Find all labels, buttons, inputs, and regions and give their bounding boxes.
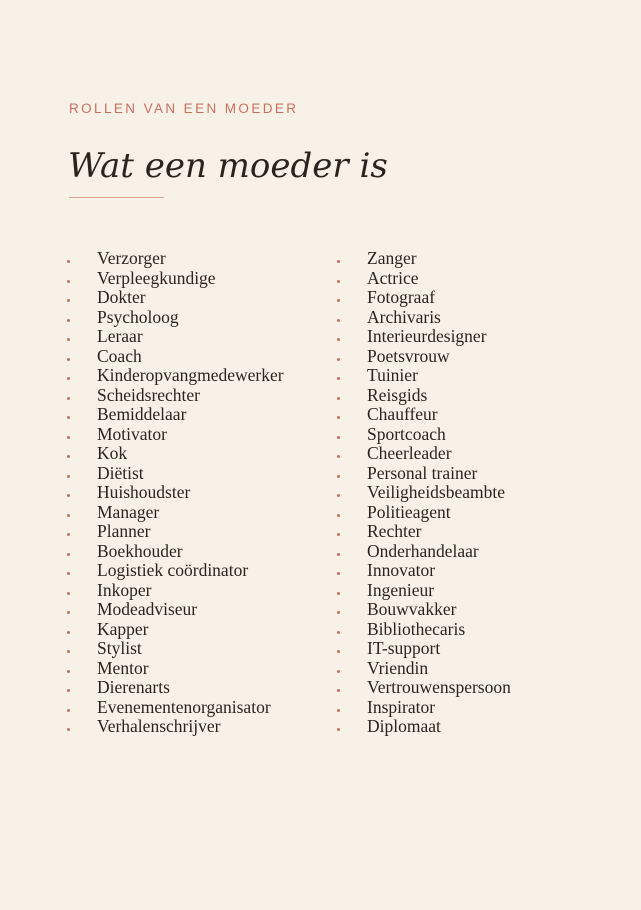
list-item — [64, 659, 284, 679]
bullet-dot-icon — [337, 514, 340, 517]
list-item — [334, 581, 511, 601]
bullet-dot-icon — [337, 572, 340, 575]
list-item — [334, 249, 511, 269]
bullet-dot-icon — [67, 572, 70, 575]
list-item — [334, 269, 511, 289]
list-item — [334, 483, 511, 503]
role-label: Bemiddelaar — [97, 404, 187, 424]
role-label: Tuinier — [367, 365, 418, 385]
bullet-dot-icon — [67, 670, 70, 673]
role-label: Boekhouder — [97, 540, 183, 561]
bullet-dot-icon — [67, 631, 70, 634]
bullet-dot-icon — [337, 455, 340, 458]
role-label: Motivator — [97, 423, 167, 444]
role-label: Bouwvakker — [367, 599, 457, 619]
role-label: Poetsvrouw — [367, 345, 450, 366]
role-label: Onderhandelaar — [367, 540, 479, 561]
bullet-dot-icon — [67, 397, 70, 400]
list-item — [334, 347, 511, 367]
list-item — [334, 327, 511, 347]
list-item — [64, 698, 284, 718]
role-label: Verzorger — [97, 248, 166, 268]
list-item — [334, 678, 511, 698]
bullet-dot-icon — [67, 494, 70, 497]
roles-list-left — [64, 249, 284, 737]
role-label: Leraar — [97, 326, 143, 346]
bullet-dot-icon — [337, 260, 340, 263]
role-label: Kok — [97, 443, 128, 463]
bullet-dot-icon — [337, 533, 340, 536]
list-item — [334, 366, 511, 386]
list-item — [334, 503, 511, 523]
role-label: Coach — [97, 345, 142, 366]
list-item — [64, 386, 284, 406]
roles-list-right — [334, 249, 511, 737]
bullet-dot-icon — [67, 475, 70, 478]
bullet-dot-icon — [337, 709, 340, 712]
role-label: Huishoudster — [97, 482, 191, 502]
list-item — [334, 405, 511, 425]
bullet-dot-icon — [67, 709, 70, 712]
role-label: Vertrouwenspersoon — [367, 677, 511, 697]
bullet-dot-icon — [337, 416, 340, 419]
bullet-dot-icon — [337, 689, 340, 692]
role-label: Dierenarts — [97, 677, 170, 697]
role-label: Dokter — [97, 287, 146, 307]
role-label: Psycholoog — [97, 306, 179, 327]
role-label: Ingenieur — [367, 579, 435, 600]
list-item — [334, 542, 511, 562]
list-item — [334, 308, 511, 328]
bullet-dot-icon — [337, 475, 340, 478]
bullet-dot-icon — [337, 670, 340, 673]
bullet-dot-icon — [337, 319, 340, 322]
role-label: Kapper — [97, 618, 149, 639]
list-item — [334, 425, 511, 445]
role-label: Stylist — [97, 638, 142, 658]
role-label: Mentor — [97, 657, 149, 678]
role-label: Logistiek coördinator — [97, 560, 249, 580]
list-item — [334, 620, 511, 640]
list-item — [64, 425, 284, 445]
list-item — [64, 269, 284, 289]
role-label: Inkoper — [97, 579, 152, 600]
bullet-dot-icon — [67, 319, 70, 322]
list-item — [64, 620, 284, 640]
role-label: Inspirator — [367, 696, 436, 717]
list-item — [334, 386, 511, 406]
list-item — [64, 308, 284, 328]
list-item — [334, 600, 511, 620]
bullet-dot-icon — [67, 689, 70, 692]
bullet-dot-icon — [337, 553, 340, 556]
role-label: Bibliothecaris — [367, 618, 466, 639]
list-item — [334, 444, 511, 464]
role-label: Modeadviseur — [97, 599, 198, 619]
role-label: IT-support — [367, 638, 441, 658]
role-label: Vriendin — [367, 657, 429, 678]
bullet-dot-icon — [337, 592, 340, 595]
list-item — [334, 659, 511, 679]
list-item — [64, 405, 284, 425]
bullet-dot-icon — [67, 533, 70, 536]
list-item — [64, 464, 284, 484]
role-label: Diplomaat — [367, 716, 441, 736]
role-label: Veiligheidsbeambte — [367, 482, 506, 502]
role-label: Zanger — [367, 248, 417, 268]
role-label: Sportcoach — [367, 423, 446, 444]
role-label: Innovator — [367, 560, 436, 580]
section-eyebrow: ROLLEN VAN EEN MOEDER — [69, 101, 299, 116]
list-item — [334, 288, 511, 308]
role-label: Scheidsrechter — [97, 384, 201, 405]
list-item — [64, 581, 284, 601]
role-label: Chauffeur — [367, 404, 438, 424]
role-label: Actrice — [367, 267, 419, 288]
bullet-dot-icon — [67, 299, 70, 302]
bullet-dot-icon — [337, 397, 340, 400]
role-label: Cheerleader — [367, 443, 452, 463]
role-label: Reisgids — [367, 384, 428, 405]
bullet-dot-icon — [67, 358, 70, 361]
bullet-dot-icon — [337, 377, 340, 380]
list-item — [334, 464, 511, 484]
page-title: Wat een moeder is — [68, 146, 388, 186]
list-item — [64, 444, 284, 464]
role-label: Diëtist — [97, 462, 144, 483]
bullet-dot-icon — [67, 436, 70, 439]
role-label: Personal trainer — [367, 462, 478, 483]
bullet-dot-icon — [337, 650, 340, 653]
list-item — [334, 639, 511, 659]
bullet-dot-icon — [67, 650, 70, 653]
list-item — [334, 561, 511, 581]
list-item — [64, 288, 284, 308]
list-item — [64, 600, 284, 620]
list-item — [64, 561, 284, 581]
list-item — [64, 249, 284, 269]
role-label: Evenementenorganisator — [97, 696, 271, 717]
list-item — [64, 678, 284, 698]
bullet-dot-icon — [67, 280, 70, 283]
list-item — [64, 503, 284, 523]
bullet-dot-icon — [67, 338, 70, 341]
bullet-dot-icon — [337, 728, 340, 731]
list-item — [334, 698, 511, 718]
bullet-dot-icon — [337, 280, 340, 283]
list-item — [64, 522, 284, 542]
role-label: Verpleegkundige — [97, 267, 216, 288]
bullet-dot-icon — [337, 358, 340, 361]
role-label: Verhalenschrijver — [97, 716, 221, 736]
role-label: Manager — [97, 501, 160, 522]
list-item — [64, 542, 284, 562]
bullet-dot-icon — [67, 611, 70, 614]
role-label: Politieagent — [367, 501, 451, 522]
bullet-dot-icon — [67, 416, 70, 419]
role-label: Planner — [97, 521, 151, 541]
role-label: Fotograaf — [367, 287, 436, 307]
list-item — [64, 366, 284, 386]
list-item — [64, 717, 284, 737]
bullet-dot-icon — [337, 494, 340, 497]
role-label: Interieurdesigner — [367, 326, 487, 346]
bullet-dot-icon — [337, 299, 340, 302]
list-item — [334, 717, 511, 737]
role-label: Archivaris — [367, 306, 441, 327]
role-label: Rechter — [367, 521, 422, 541]
bullet-dot-icon — [67, 377, 70, 380]
bullet-dot-icon — [67, 592, 70, 595]
list-item — [334, 522, 511, 542]
bullet-dot-icon — [337, 631, 340, 634]
list-item — [64, 639, 284, 659]
bullet-dot-icon — [67, 553, 70, 556]
bullet-dot-icon — [67, 260, 70, 263]
bullet-dot-icon — [67, 455, 70, 458]
title-divider — [69, 197, 164, 198]
bullet-dot-icon — [67, 728, 70, 731]
role-label: Kinderopvangmedewerker — [97, 365, 284, 385]
bullet-dot-icon — [67, 514, 70, 517]
bullet-dot-icon — [337, 436, 340, 439]
bullet-dot-icon — [337, 611, 340, 614]
list-item — [64, 347, 284, 367]
list-item — [64, 483, 284, 503]
bullet-dot-icon — [337, 338, 340, 341]
list-item — [64, 327, 284, 347]
